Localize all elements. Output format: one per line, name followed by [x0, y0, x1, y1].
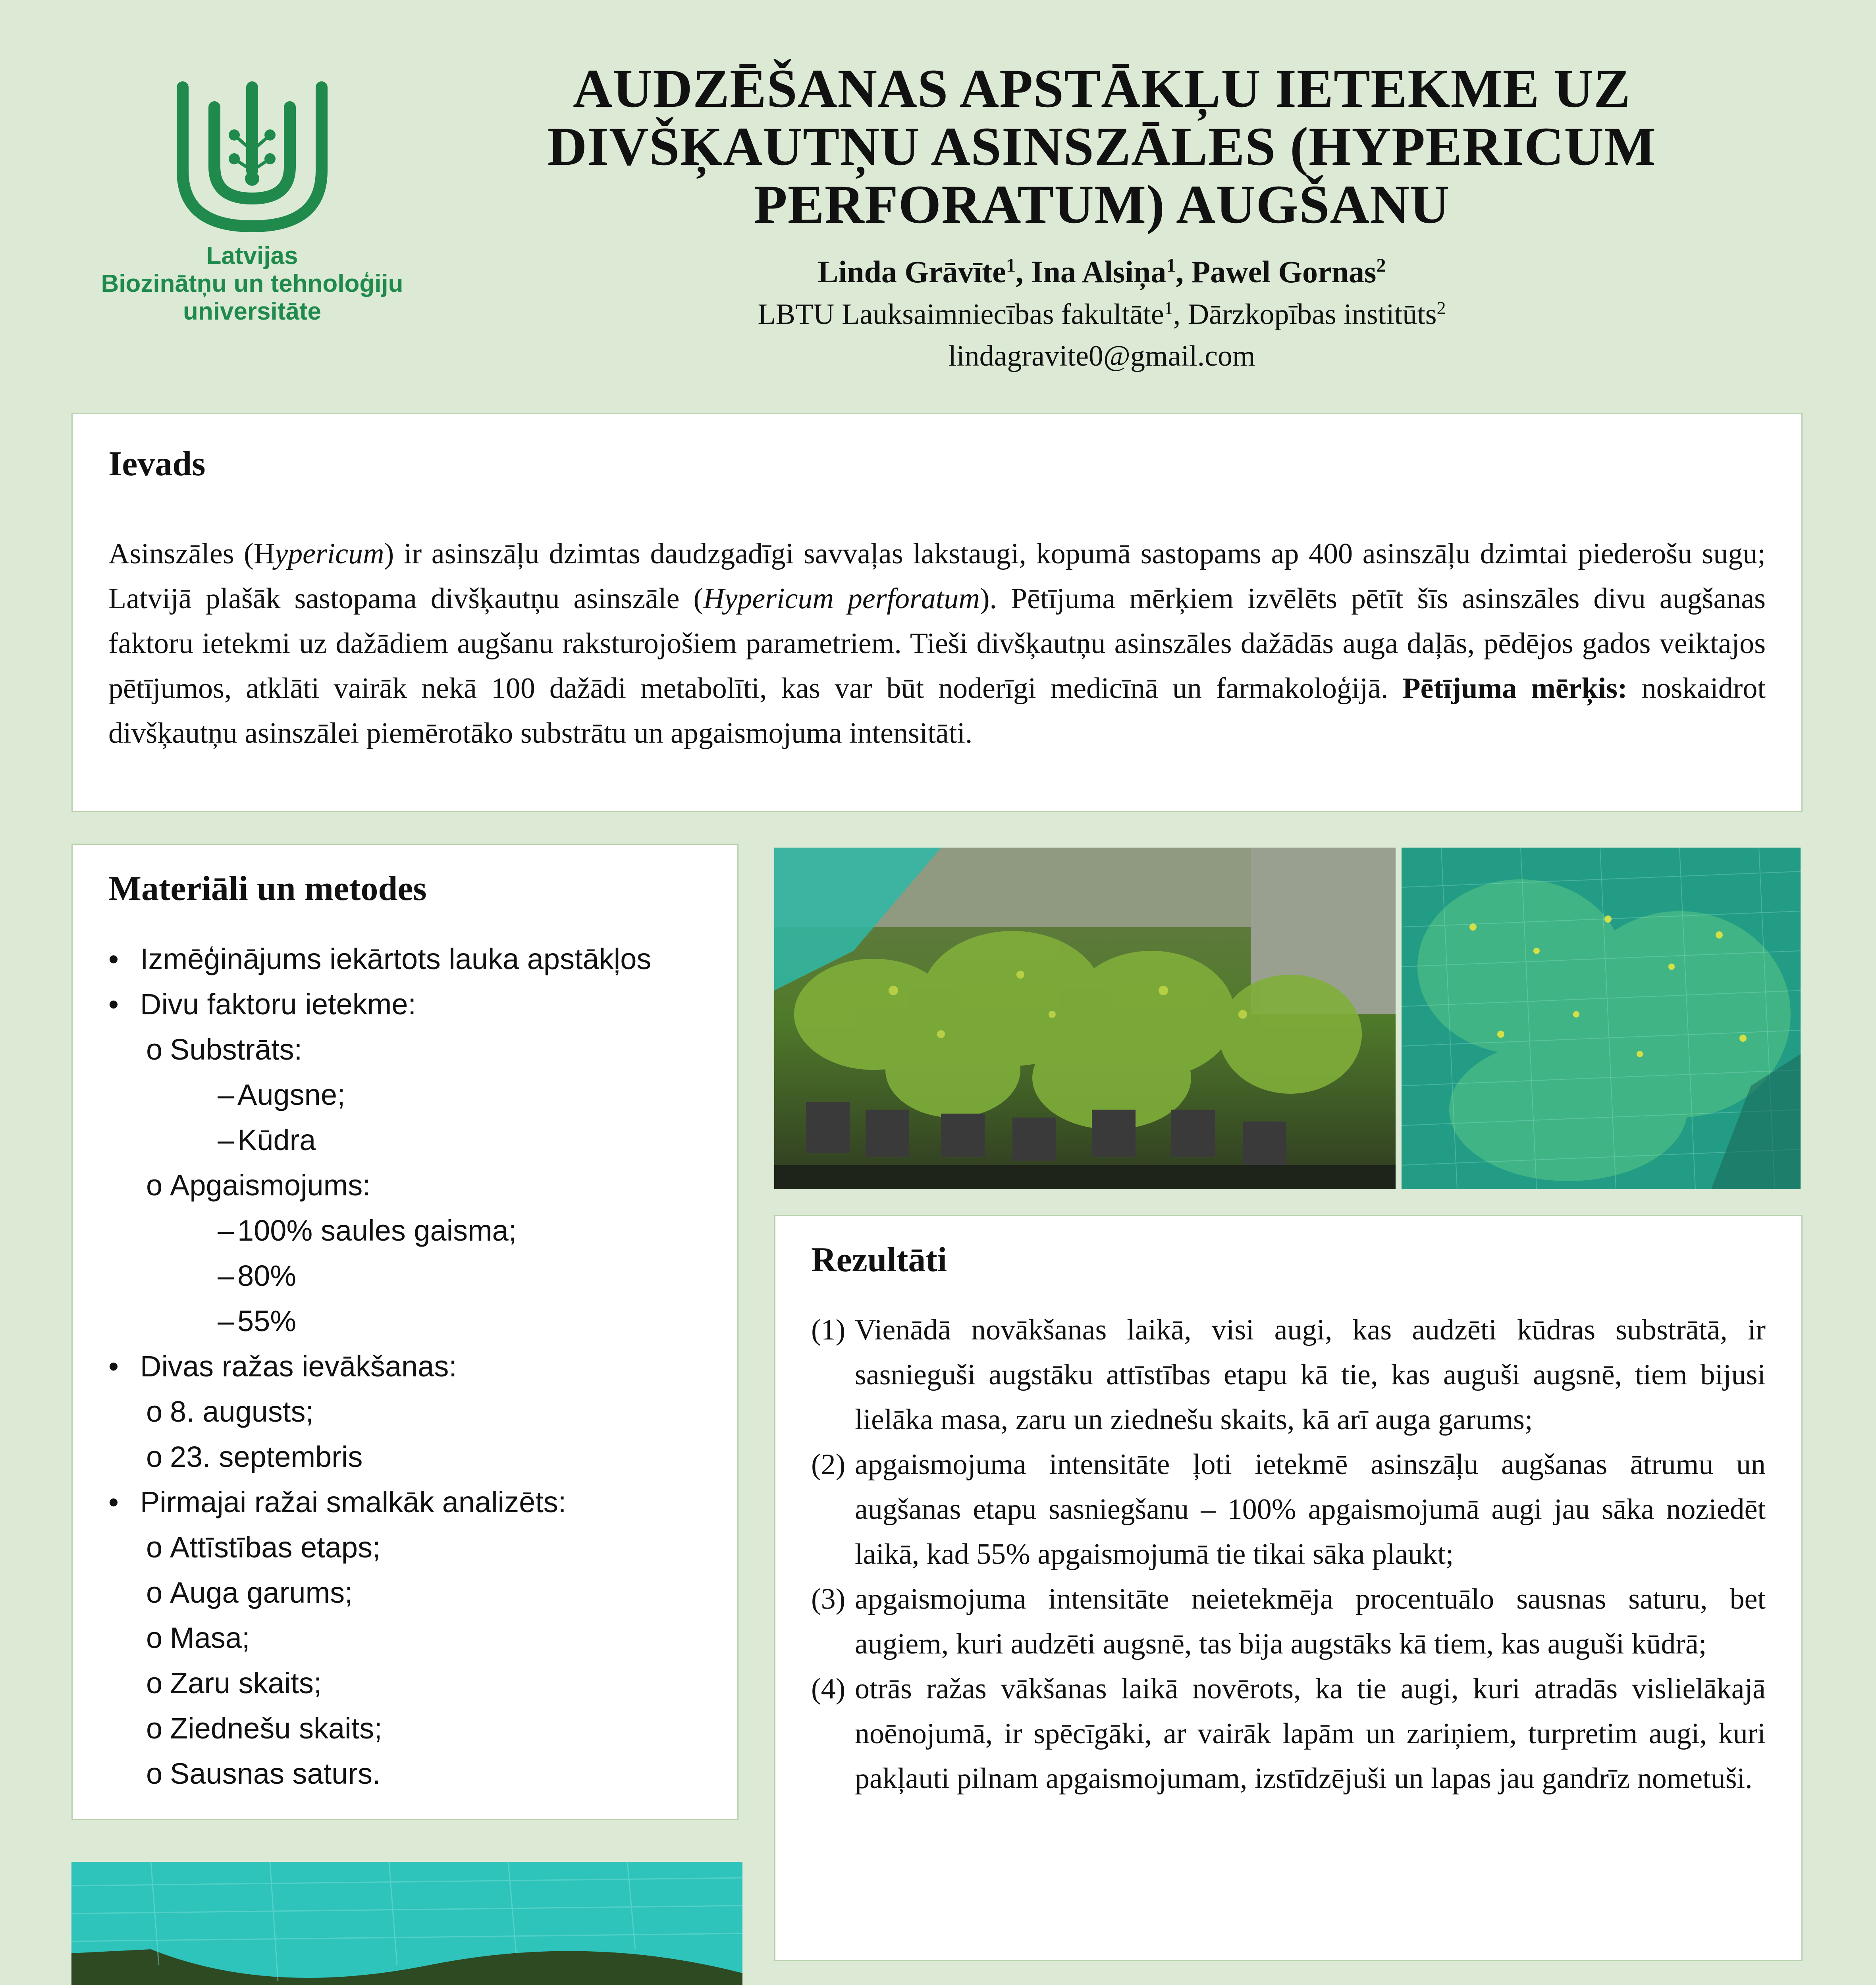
author-name: Pawel Gornas: [1191, 254, 1377, 289]
introduction-text: Asinszāles (Hypericum) ir asinszāļu dzimtas daudzgadīgi savvaļas lakstaugi, kopumā sastopams ap 400 asinszāļu dzimtai piederošu sugu; Latvijā plašāk sastopama divšķautņu asinszāle (Hypericum perforatum). Pētījuma mērķiem izvēlēts pētīt šīs asinszāles divu augšanas faktoru ietekmi uz dažādiem augšanu raksturojošiem parametriem. Tieši divšķautņu asinszāles dažādās auga daļās, pēdējos gados veiktajos pētījumos, atklāti vairāk nekā 100 dažādi metabolīti, kas var būt noderīgi medicīnā un farmakoloģijā. Pētījuma mērķis: noskaidrot divšķautņu asinszālei piemērotāko substrātu un apgaismojuma intensitāti.: [108, 538, 1766, 750]
contact-email[interactable]: lindagravite0@gmail.com: [948, 340, 1255, 372]
section-heading: Rezultāti: [811, 1241, 947, 1279]
list-item: – 55%: [218, 1305, 297, 1337]
list-item: (4) otrās ražas vākšanas laikā novērots, ka tie augi, kuri atradās vislielākajā noēnojumā, ir spēcīgāki, ar vairāk lapām un zariņiem, turpretim augi, kuri pakļauti pilnam apgaismojumam, izstīdzējuši un lapas jau gandrīz nometuši.: [811, 1673, 1766, 1795]
affiliations: LBTU Lauksaimniecības fakultāte$^1$, Dārzkopības institūts$^2$: [758, 297, 1446, 331]
results-panel: [774, 1215, 1803, 1961]
introduction-panel: [71, 413, 1803, 812]
list-item: – 80%: [218, 1259, 297, 1292]
methods-list: [108, 937, 702, 1796]
photo-potted-plants: [774, 848, 1396, 1189]
university-emblem-icon: [67, 71, 437, 238]
list-item: o Ziednešu skaits;: [146, 1712, 382, 1745]
list-item: • Izmēģinājums iekārtots lauka apstākļos: [108, 942, 652, 975]
list-item: (3) apgaismojuma intensitāte neietekmēja procentuālo sausnas saturu, bet augiem, kuri audzēti augsnē, tas bija augstāks kā tiem, kas auguši kūdrā;: [811, 1583, 1766, 1660]
list-item: • Divas ražas ievākšanas:: [108, 1350, 457, 1383]
list-item: o 23. septembris: [146, 1440, 363, 1473]
methods-panel: [71, 844, 738, 1820]
list-item: – Kūdra: [218, 1124, 316, 1156]
authors: Linda Grāvīte$^1$, Ina Alsiņa$^1$, Pawel Gornas$^2$: [817, 254, 1386, 289]
list-item: o Auga garums;: [146, 1576, 353, 1609]
list-item: – 100% saules gaisma;: [218, 1214, 517, 1247]
author-name: Linda Grāvīte: [817, 254, 1006, 289]
list-item: (1) Vienādā novākšanas laikā, visi augi, kas audzēti kūdras substrātā, ir sasnieguši augstāku attīstības etapu kā tie, kas auguši augsnē, tiem bijusi lielāka masa, zaru un ziednešu skaits, kā arī auga garums;: [811, 1314, 1766, 1436]
poster-title: AUDZĒŠANAS APSTĀKĻU IETEKME UZ DIVŠĶAUTŅU ASINSZĀLES (HYPERICUM PERFORATUM) AUGŠANU: [547, 58, 1656, 235]
list-item: o Substrāts:: [146, 1033, 303, 1066]
university-logo: [67, 71, 437, 333]
section-heading: Ievads: [108, 445, 206, 483]
university-name: Latvijas Biozinātņu un tehnoloģiju universitāte: [101, 242, 403, 325]
list-item: – Augsne;: [218, 1078, 345, 1111]
list-item: o Zaru skaits;: [146, 1667, 322, 1700]
photo-shade-net-plants: [1402, 848, 1801, 1189]
list-item: o Masa;: [146, 1621, 250, 1654]
list-item: • Pirmajai ražai smalkāk analizēts:: [108, 1486, 567, 1519]
list-item: (2) apgaismojuma intensitāte ļoti ietekmē asinszāļu augšanas ātrumu un augšanas etapu sasniegšanu – 100% apgaismojumā augi jau sāka noziedēt laikā, kad 55% apgaismojumā tie tikai sāka plaukt;: [811, 1448, 1766, 1571]
photo-plants-under-net: [71, 1862, 742, 1985]
list-item: • Divu faktoru ietekme:: [108, 988, 416, 1021]
list-item: o Apgaismojums:: [146, 1169, 371, 1202]
author-name: Ina Alsiņa: [1031, 254, 1166, 289]
list-item: o 8. augusts;: [146, 1395, 314, 1428]
section-heading: Materiāli un metodes: [108, 869, 427, 908]
list-item: o Attīstības etaps;: [146, 1531, 381, 1564]
list-item: o Sausnas saturs.: [146, 1757, 381, 1790]
